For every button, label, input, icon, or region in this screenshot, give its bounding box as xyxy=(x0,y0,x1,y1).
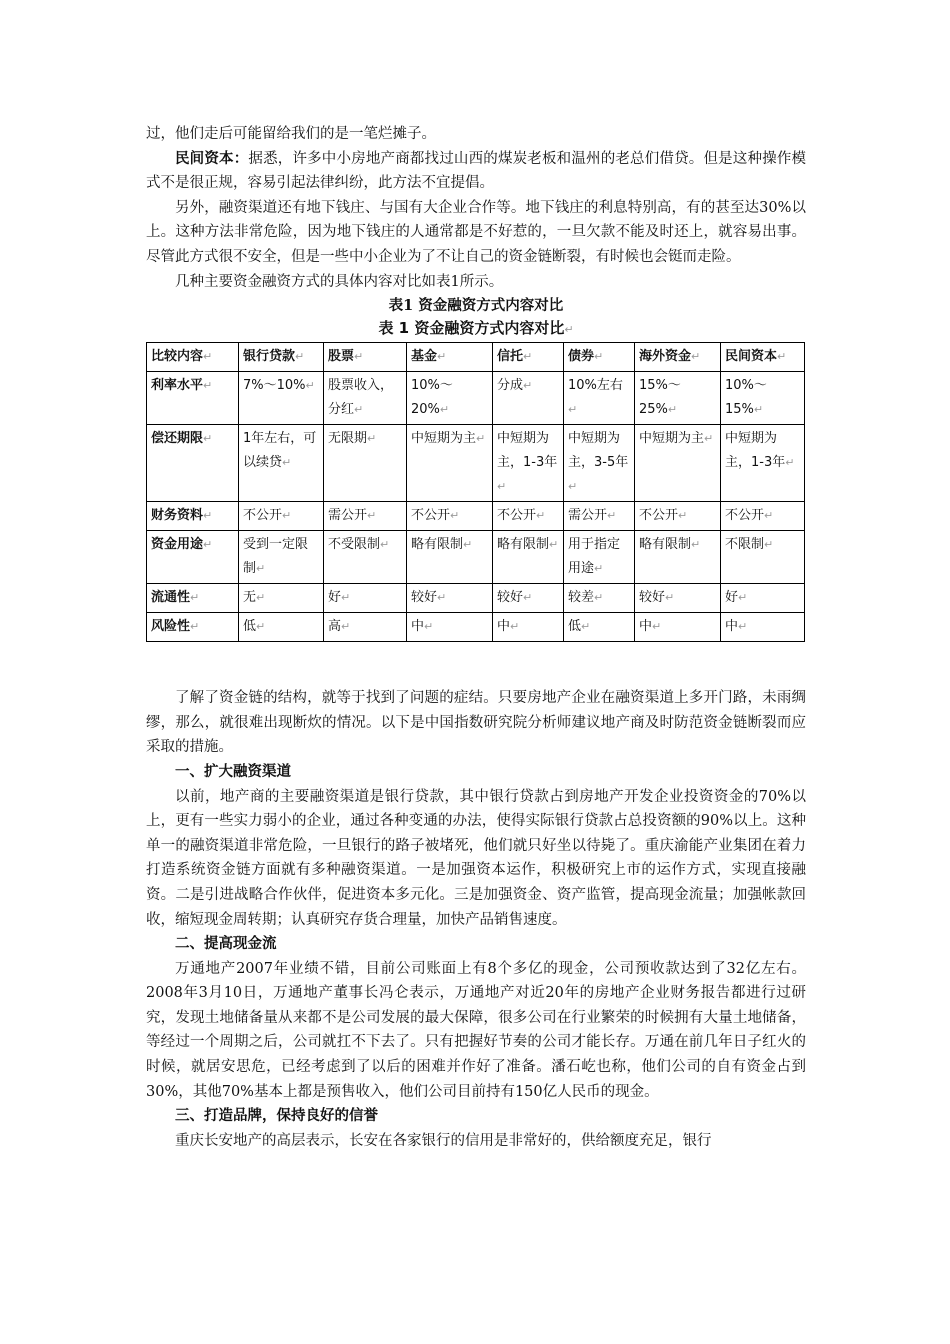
paragraph-mark-icon: ↵ xyxy=(549,538,559,552)
paragraph-mark-icon: ↵ xyxy=(704,432,714,446)
table-cell xyxy=(493,613,564,642)
paragraph: 万通地产2007年业绩不错，目前公司账面上有8个多亿的现金，公司预收款达到了32亿左右。2008年3月10日，万通地产董事长冯仑表示，万通地产对近20年的房地产企业财务报告都进行过研究，发现土地储备量从来都不是公司发展的最大保障，很多公司在行业繁荣的时候拥有大量土地储备，等经过一个周期之后，公司就扛不下去了。只有把握好节奏的公司才能长存。万通在前几年日子红火的时候，就居安思危，已经考虑到了以后的困难并作好了准备。潘石屹也称，他们公司的自有资金占到30%，其他70%基本上都是预售收入，他们公司目前持有150亿人民币的现金。 xyxy=(146,960,806,1100)
paragraph-mark-icon: ↵ xyxy=(607,509,617,523)
table-row xyxy=(147,613,805,642)
table-header-row xyxy=(147,343,805,372)
cell-text: 高 xyxy=(328,619,342,635)
paragraph-mark-icon: ↵ xyxy=(367,509,377,523)
section-heading: 一、扩大融资渠道 xyxy=(175,762,291,780)
cell-text: 10%～15% xyxy=(725,378,767,418)
cell-text: 低 xyxy=(243,619,257,635)
paragraph xyxy=(146,147,806,196)
cell-text: 中短期为主，3-5年 xyxy=(568,431,629,471)
cell-text: 不公开 xyxy=(411,508,451,524)
cell-text: 基金 xyxy=(411,349,438,365)
paragraph-mark-icon: ↵ xyxy=(341,591,351,605)
cell-text: 风险性 xyxy=(151,619,191,635)
paragraph-mark-icon: ↵ xyxy=(738,591,748,605)
paragraph-mark-icon: ↵ xyxy=(753,403,764,417)
cell-text: 信托 xyxy=(497,349,524,365)
table-cell xyxy=(324,372,407,425)
paragraph-mark-icon: ↵ xyxy=(667,403,678,417)
cell-text: 中 xyxy=(639,619,653,635)
cell-text: 用于指定用途 xyxy=(568,537,621,577)
cell-text: 较好 xyxy=(497,590,524,606)
cell-text: 无 xyxy=(243,590,257,606)
paragraph-mark-icon: ↵ xyxy=(497,480,507,494)
table-cell xyxy=(407,372,493,425)
table-cell xyxy=(493,372,564,425)
paragraph-mark-icon: ↵ xyxy=(439,403,450,417)
cell-text: 中 xyxy=(411,619,425,635)
paragraph-mark-icon: ↵ xyxy=(652,620,662,634)
paragraph: 几种主要资金融资方式的具体内容对比如表1所示。 xyxy=(175,273,504,290)
paragraph-mark-icon: ↵ xyxy=(367,432,377,446)
cell-text: 需公开 xyxy=(328,508,368,524)
cell-text: 较差 xyxy=(568,590,595,606)
table-cell xyxy=(721,531,805,584)
paragraph-mark-icon: ↵ xyxy=(678,509,688,523)
section-heading: 三、打造品牌，保持良好的信誉 xyxy=(175,1107,378,1125)
paragraph-mark-icon: ↵ xyxy=(594,562,604,576)
cell-text: 好 xyxy=(725,590,739,606)
paragraph-mark-icon: ↵ xyxy=(341,620,351,634)
paragraph-mark-icon: ↵ xyxy=(665,591,675,605)
paragraph: 过，他们走后可能留给我们的是一笔烂摊子。 xyxy=(146,126,436,142)
cell-text: 15%～25% xyxy=(639,378,681,418)
cell-text: 银行贷款 xyxy=(243,349,296,365)
table-image-caption xyxy=(146,318,806,340)
table-row xyxy=(147,372,805,425)
paragraph: 了解了资金链的结构，就等于找到了问题的症结。只要房地产企业在融资渠道上多开门路，未雨绸缪，那么，就很难出现断炊的情况。以下是中国指数研究院分析师建议地产商及时防范资金链断裂而应采取的措施。 xyxy=(146,690,806,756)
paragraph-mark-icon: ↵ xyxy=(424,620,434,634)
paragraph-mark-icon: ↵ xyxy=(282,509,292,523)
table-header-cell xyxy=(721,343,805,372)
table-cell xyxy=(721,613,805,642)
comparison-table xyxy=(146,342,805,642)
paragraph-mark-icon: ↵ xyxy=(190,591,200,605)
cell-text: 7%～10% xyxy=(243,378,306,394)
table-row xyxy=(147,531,805,584)
table-cell xyxy=(635,502,721,531)
table-cell xyxy=(407,531,493,584)
paragraph-mark-icon: ↵ xyxy=(437,350,447,364)
paragraph-mark-icon: ↵ xyxy=(203,538,213,552)
table-row-label xyxy=(147,531,239,584)
cell-text: 中短期为主，1-3年 xyxy=(497,431,558,471)
paragraph-mark-icon: ↵ xyxy=(203,379,213,393)
paragraph-mark-icon: ↵ xyxy=(568,403,578,417)
cell-text: 不受限制 xyxy=(328,537,381,553)
cell-text: 较好 xyxy=(639,590,666,606)
cell-text: 资金用途 xyxy=(151,537,204,553)
paragraph: 重庆长安地产的高层表示，长安在各家银行的信用是非常好的，供给额度充足，银行 xyxy=(175,1132,712,1149)
table-cell xyxy=(493,531,564,584)
spacer xyxy=(146,642,806,686)
table-cell xyxy=(407,613,493,642)
document-page xyxy=(146,122,806,1153)
table-header-cell xyxy=(324,343,407,372)
paragraph-mark-icon: ↵ xyxy=(594,350,604,364)
cell-text: 流通性 xyxy=(151,590,191,606)
table-cell xyxy=(239,531,324,584)
cell-text: 10%左右 xyxy=(568,378,623,394)
table-cell xyxy=(324,425,407,502)
table-cell xyxy=(564,502,635,531)
paragraph-mark-icon: ↵ xyxy=(282,456,292,470)
cell-text: 不公开 xyxy=(639,508,679,524)
cell-text: 债券 xyxy=(568,349,595,365)
cell-text: 受到一定限制 xyxy=(243,537,309,577)
cell-text: 股票 xyxy=(328,349,355,365)
table-cell xyxy=(721,502,805,531)
cell-text: 利率水平 xyxy=(151,378,204,394)
table-header-cell xyxy=(147,343,239,372)
cell-text: 略有限制 xyxy=(497,537,550,553)
cell-text: 1年左右，可以续贷 xyxy=(243,431,317,471)
paragraph-mark-icon: ↵ xyxy=(764,509,774,523)
cell-text: 不限制 xyxy=(725,537,765,553)
paragraph-mark-icon: ↵ xyxy=(594,591,604,605)
paragraph-mark-icon: ↵ xyxy=(764,538,774,552)
cell-text: 分成 xyxy=(497,378,524,394)
table-cell xyxy=(239,613,324,642)
paragraph-mark-icon: ↵ xyxy=(203,509,213,523)
paragraph-mark-icon: ↵ xyxy=(295,350,305,364)
table-cell xyxy=(564,584,635,613)
cell-text: 无限期 xyxy=(328,431,368,447)
paragraph-mark-icon: ↵ xyxy=(354,403,364,417)
paragraph-lead: 民间资本： xyxy=(175,149,249,167)
paragraph-mark-icon: ↵ xyxy=(354,350,364,364)
table-cell xyxy=(239,502,324,531)
paragraph-mark-icon: ↵ xyxy=(510,620,520,634)
cell-text: 低 xyxy=(568,619,582,635)
table-cell xyxy=(407,502,493,531)
paragraph-mark-icon: ↵ xyxy=(568,480,578,494)
table-cell xyxy=(635,613,721,642)
table-cell xyxy=(721,425,805,502)
paragraph-mark-icon: ↵ xyxy=(190,620,200,634)
paragraph-mark-icon: ↵ xyxy=(691,350,701,364)
table-image-caption-text: 表 1 资金融资方式内容对比 xyxy=(378,319,565,338)
paragraph: 另外，融资渠道还有地下钱庄、与国有大企业合作等。地下钱庄的利息特别高，有的甚至达30%以上。这种方法非常危险，因为地下钱庄的人通常都是不好惹的，一旦欠款不能及时还上，就容易出事。尽管此方式很不安全，但是一些中小企业为了不让自己的资金链断裂，有时候也会铤而走险。 xyxy=(146,199,806,265)
paragraph-mark-icon: ↵ xyxy=(437,591,447,605)
table-header-cell xyxy=(239,343,324,372)
paragraph-mark-icon: ↵ xyxy=(785,456,795,470)
paragraph-mark-icon: ↵ xyxy=(581,620,591,634)
cell-text: 中短期为主 xyxy=(411,431,477,447)
paragraph-mark-icon: ↵ xyxy=(203,350,213,364)
table-cell xyxy=(635,531,721,584)
table-cell xyxy=(493,502,564,531)
table-header-cell xyxy=(493,343,564,372)
cell-text: 民间资本 xyxy=(725,349,778,365)
cell-text: 比较内容 xyxy=(151,349,204,365)
cell-text: 不公开 xyxy=(497,508,537,524)
table-row-label xyxy=(147,584,239,613)
table-cell xyxy=(324,613,407,642)
cell-text: 好 xyxy=(328,590,342,606)
table-row-label xyxy=(147,502,239,531)
table-row xyxy=(147,425,805,502)
cell-text: 不公开 xyxy=(725,508,765,524)
paragraph-mark-icon: ↵ xyxy=(536,509,546,523)
paragraph-mark-icon: ↵ xyxy=(305,379,315,393)
table-cell xyxy=(635,425,721,502)
cell-text: 需公开 xyxy=(568,508,608,524)
cell-text: 中短期为主 xyxy=(639,431,705,447)
table-cell xyxy=(324,584,407,613)
cell-text: 略有限制 xyxy=(639,537,692,553)
paragraph-mark-icon: ↵ xyxy=(463,538,473,552)
cell-text: 偿还期限 xyxy=(151,431,204,447)
cell-text: 较好 xyxy=(411,590,438,606)
table-row xyxy=(147,502,805,531)
table-row xyxy=(147,584,805,613)
table-cell xyxy=(564,613,635,642)
table-cell xyxy=(493,584,564,613)
table-row-label xyxy=(147,372,239,425)
section-heading: 二、提高现金流 xyxy=(175,935,277,953)
paragraph-mark-icon: ↵ xyxy=(738,620,748,634)
table-header-cell xyxy=(407,343,493,372)
table-cell xyxy=(564,531,635,584)
paragraph-mark-icon: ↵ xyxy=(691,538,701,552)
paragraph-mark-icon: ↵ xyxy=(203,432,213,446)
paragraph-mark-icon: ↵ xyxy=(777,350,787,364)
table-cell xyxy=(635,584,721,613)
table-header-cell xyxy=(564,343,635,372)
paragraph: 以前，地产商的主要融资渠道是银行贷款，其中银行贷款占到房地产开发企业投资资金的70%以上，更有一些实力弱小的企业，通过各种变通的办法，使得实际银行贷款占总投资额的90%以上。这种单一的融资渠道非常危险，一旦银行的路子被堵死，他们就只好坐以待毙了。重庆渝能产业集团在着力打造系统资金链方面就有多种融资渠道。一是加强资本运作，积极研究上市的运作方式，实现直接融资。二是引进战略合作伙伴，促进资本多元化。三是加强资金、资产监管，提高现金流量；加强帐款回收，缩短现金周转期；认真研究存货合理量，加快产品销售速度。 xyxy=(146,788,806,928)
table-cell xyxy=(493,425,564,502)
table-cell xyxy=(721,584,805,613)
table-cell xyxy=(239,372,324,425)
paragraph-mark-icon: ↵ xyxy=(523,591,533,605)
cell-text: 不公开 xyxy=(243,508,283,524)
table-cell xyxy=(324,502,407,531)
cell-text: 财务资料 xyxy=(151,508,204,524)
cell-text: 中 xyxy=(725,619,739,635)
table-cell xyxy=(407,425,493,502)
cell-text: 中短期为主，1-3年 xyxy=(725,431,786,471)
cell-text: 10%～20% xyxy=(411,378,453,418)
table-cell xyxy=(721,372,805,425)
table-row-label xyxy=(147,425,239,502)
paragraph-mark-icon: ↵ xyxy=(523,379,533,393)
paragraph-mark-icon: ↵ xyxy=(523,350,533,364)
table-cell xyxy=(324,531,407,584)
table-cell xyxy=(564,425,635,502)
paragraph-mark-icon: ↵ xyxy=(256,591,266,605)
paragraph-mark-icon: ↵ xyxy=(380,538,390,552)
paragraph-text: 据悉，许多中小房地产商都找过山西的煤炭老板和温州的老总们借贷。但是这种操作模式不是很正规，容易引起法律纠纷，此方法不宜提倡。 xyxy=(146,150,807,192)
paragraph-mark-icon: ↵ xyxy=(256,620,266,634)
cell-text: 海外资金 xyxy=(639,349,692,365)
paragraph-mark-icon: ↵ xyxy=(450,509,460,523)
table-cell xyxy=(239,584,324,613)
table-row-label xyxy=(147,613,239,642)
table-header-cell xyxy=(635,343,721,372)
table-cell xyxy=(407,584,493,613)
paragraph-mark-icon: ↵ xyxy=(564,323,574,337)
cell-text: 中 xyxy=(497,619,511,635)
table-cell xyxy=(564,372,635,425)
table-cell xyxy=(635,372,721,425)
paragraph-mark-icon: ↵ xyxy=(256,562,266,576)
table-caption: 表1 资金融资方式内容对比 xyxy=(388,297,564,315)
paragraph-mark-icon: ↵ xyxy=(476,432,486,446)
table-cell xyxy=(239,425,324,502)
cell-text: 略有限制 xyxy=(411,537,464,553)
cell-text: 股票收入，分红 xyxy=(328,378,394,418)
